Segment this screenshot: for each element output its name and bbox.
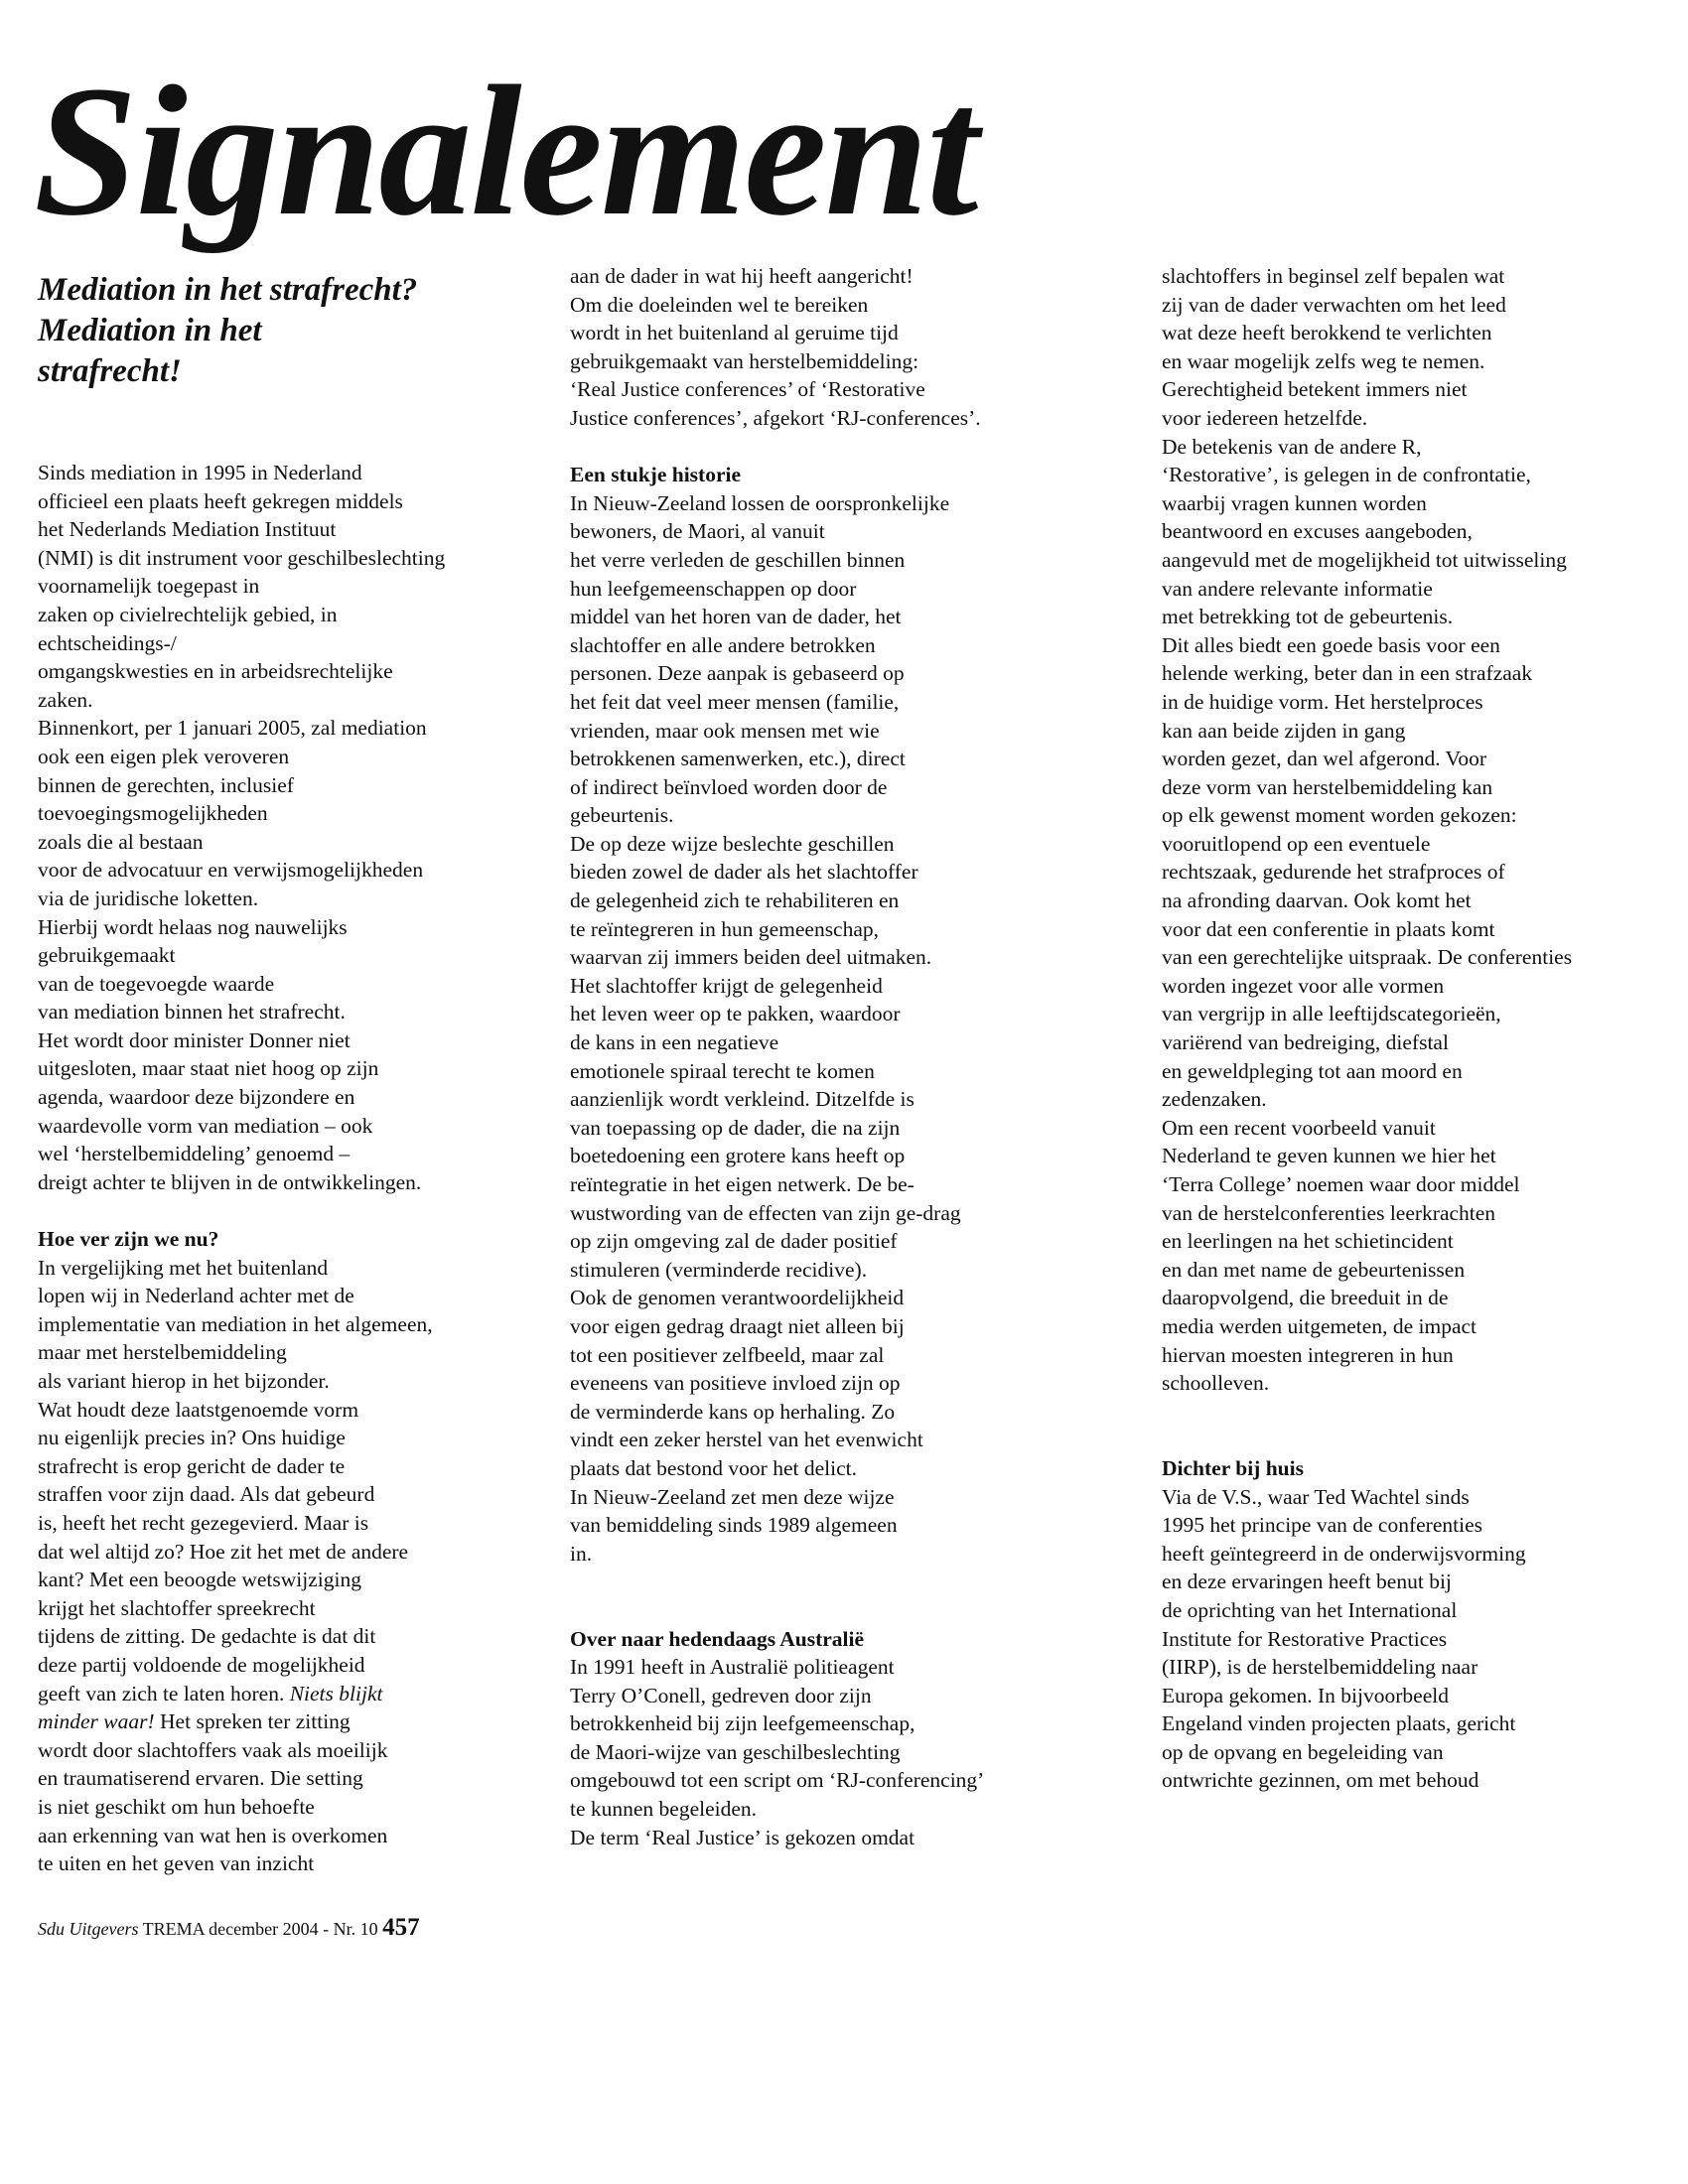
text-line: gebruikgemaakt van herstelbemiddeling: [570,348,919,373]
text-line: Binnenkort, per 1 januari 2005, zal mediation [38,716,427,741]
text-line: waarvan zij immers beiden deel uitmaken. [570,945,932,970]
text-line: uitgesloten, maar staat niet hoog op zijn [38,1056,379,1081]
text-line: zaken op civielrechtelijk gebied, in [38,602,338,626]
text-line: Dit alles biedt een goede basis voor een [1162,632,1500,657]
text-line: aan de dader in wat hij heeft aangericht! [570,264,914,288]
footer-issue: TREMA december 2004 - Nr. 10 [138,1919,383,1939]
text-line: van de herstelconferenties leerkrachten [1162,1200,1496,1225]
text-line: de oprichting van het International [1162,1597,1458,1622]
text-line: dat wel altijd zo? Hoe zit het met de andere [38,1539,409,1564]
text-run: geeft van zich te laten horen. [38,1681,290,1706]
page-footer [38,1914,420,1942]
text-line: Via de V.S., waar Ted Wachtel sinds [1162,1484,1470,1509]
text-line: personen. Deze aanpak is gebaseerd op [570,661,905,686]
text-line: slachtoffers in beginsel zelf bepalen wat [1162,264,1505,288]
text-line: van andere relevante informatie [1162,576,1433,601]
lead-line: Mediation in het strafrecht? [38,272,418,308]
text-line: boetedoening een grotere kans heeft op [570,1144,906,1168]
text-line: Hierbij wordt helaas nog nauwelijks [38,914,348,939]
text-line: worden gezet, dan wel afgerond. Voor [1162,747,1486,771]
section-heading: Over naar hedendaags Australië [570,1626,865,1651]
text-line: op de opvang en begeleiding van [1162,1739,1444,1764]
text-line: echtscheidings-/ [38,630,177,655]
text-line: binnen de gerechten, inclusief [38,772,294,797]
text-line: Nederland te geven kunnen we hier het [1162,1144,1496,1168]
text-line: of indirect beïnvloed worden door de [570,774,888,799]
text-line: waardevolle vorm van mediation – ook [38,1113,373,1138]
text-line: via de juridische loketten. [38,886,259,910]
text-line: hun leefgemeenschappen op door [570,576,857,601]
page-title: Signalement [34,47,977,254]
text-line: wel ‘herstelbemiddeling’ genoemd – [38,1142,351,1166]
text-line: agenda, waardoor deze bijzondere en [38,1085,355,1110]
text-line: aangevuld met de mogelijkheid tot uitwisseling [1162,547,1567,572]
text-column-3 [1162,262,1658,1795]
text-line: Engeland vinden projecten plaats, gericht [1162,1711,1516,1736]
text-line: van vergrijp in alle leeftijdscategorieën, [1162,1002,1501,1026]
text-line: tijdens de zitting. De gedachte is dat dit [38,1624,376,1649]
text-line: slachtoffer en alle andere betrokken [570,632,876,657]
text-line: reïntegratie in het eigen netwerk. De be- [570,1172,914,1196]
text-line: Het slachtoffer krijgt de gelegenheid [570,973,883,998]
text-line: stimuleren (verminderde recidive). [570,1257,868,1282]
paragraph-gap [570,1596,1106,1625]
text-line: media werden uitgemeten, de impact [1162,1313,1477,1338]
text-line: ook een eigen plek veroveren [38,744,290,768]
text-line: straffen voor zijn daad. Als dat gebeurd [38,1482,375,1507]
text-line: ontwrichte gezinnen, om met behoud [1162,1768,1479,1793]
text-line: op zijn omgeving zal de dader positief [570,1229,898,1254]
text-line: bewoners, de Maori, al vanuit [570,519,825,544]
text-line: deze vorm van herstelbemiddeling kan [1162,774,1493,799]
text-line: kan aan beide zijden in gang [1162,718,1406,743]
text-line: de gelegenheid zich te rehabiliteren en [570,888,900,913]
text-line: rechtszaak, gedurende het strafproces of [1162,860,1505,885]
text-line: bieden zowel de dader als het slachtoffer [570,860,918,885]
text-line: Europa gekomen. In bijvoorbeeld [1162,1683,1449,1707]
text-line: toevoegingsmogelijkheden [38,801,268,826]
text-line: zoals die al bestaan [38,829,204,854]
text-line: wordt in het buitenland al geruime tijd [570,321,899,345]
text-line: wordt door slachtoffers vaak als moeilijk [38,1737,388,1762]
text-line: voor iedereen hetzelfde. [1162,405,1368,430]
text-line: In 1991 heeft in Australië politieagent [570,1655,895,1680]
text-line: maar met herstelbemiddeling [38,1340,287,1365]
text-line: voor de advocatuur en verwijsmogelijkheden [38,858,424,883]
emphasis-text: Niets blijkt [289,1681,383,1706]
paragraph-gap [1162,1398,1658,1427]
text-line: eveneens van positieve invloed zijn op [570,1371,901,1396]
text-line: Terry O’Conell, gedreven door zijn [570,1683,872,1707]
text-line: in de huidige vorm. Het herstelproces [1162,689,1483,714]
text-line: (NMI) is dit instrument voor geschilbeslechting [38,545,446,570]
text-line: strafrecht is erop gericht de dader te [38,1453,346,1478]
text-line: De term ‘Real Justice’ is gekozen omdat [570,1825,915,1849]
text-line: In vergelijking met het buitenland [38,1255,329,1280]
text-line: de Maori-wijze van geschilbeslechting [570,1739,901,1764]
text-line: na afronding daarvan. Ook komt het [1162,888,1472,913]
text-line: als variant hierop in het bijzonder. [38,1369,330,1393]
text-line: van mediation binnen het strafrecht. [38,1000,346,1024]
text-line: zij van de dader verwachten om het leed [1162,292,1506,317]
text-line: en deze ervaringen heeft benut bij [1162,1570,1452,1594]
paragraph-gap [1162,1426,1658,1454]
text-line: de kans in een negatieve [570,1030,779,1055]
text-line: In Nieuw-Zeeland zet men deze wijze [570,1484,895,1509]
text-line: is niet geschikt om hun behoefte [38,1794,315,1819]
text-line: plaats dat bestond voor het delict. [570,1455,857,1480]
text-line: Sinds mediation in 1995 in Nederland [38,461,362,484]
text-line: gebeurtenis. [570,803,674,828]
text-line: nu eigenlijk precies in? Ons huidige [38,1426,346,1450]
text-line: te uiten en het geven van inzicht [38,1851,315,1876]
text-line: ‘Restorative’, is gelegen in de confrontatie, [1162,463,1531,487]
text-line: schoolleven. [1162,1371,1270,1396]
text-line: aanzienlijk wordt verkleind. Ditzelfde is [570,1087,914,1112]
text-line: wat deze heeft berokkend te verlichten [1162,321,1492,345]
text-line: tot een positiever zelfbeeld, maar zal [570,1342,885,1367]
text-line: worden ingezet voor alle vormen [1162,973,1445,998]
text-line: en geweldpleging tot aan moord en [1162,1058,1463,1083]
text-line: In Nieuw-Zeeland lossen de oorspronkelijke [570,490,950,515]
text-line: Het wordt door minister Donner niet [38,1027,351,1052]
paragraph-gap [38,1196,554,1225]
text-line: variërend van bedreiging, diefstal [1162,1030,1449,1055]
text-line: emotionele spiraal terecht te komen [570,1058,875,1083]
text-line: te reïntegreren in hun gemeenschap, [570,916,880,941]
text-line: van de toegevoegde waarde [38,971,275,996]
text-line: op elk gewenst moment worden gekozen: [1162,803,1517,828]
text-line: ‘Terra College’ noemen waar door middel [1162,1172,1520,1196]
text-line: van toepassing op de dader, die na zijn [570,1115,901,1140]
text-line: voor dat een conferentie in plaats komt [1162,916,1495,941]
text-line: heeft geïntegreerd in de onderwijsvorming [1162,1541,1526,1566]
text-line: het verre verleden de geschillen binnen [570,547,906,572]
text-line: Om die doeleinden wel te bereiken [570,292,869,317]
text-line: omgangskwesties en in arbeidsrechtelijke [38,659,393,684]
text-line: het Nederlands Mediation Instituut [38,517,337,542]
text-line: met betrekking tot de gebeurtenis. [1162,605,1454,629]
text-line: vindt een zeker herstel van het evenwicht [570,1428,923,1452]
text-line: zaken. [38,687,93,712]
text-line: Gerechtigheid betekent immers niet [1162,377,1468,402]
section-heading: Dichter bij huis [1162,1455,1304,1480]
text-line: betrokkenheid bij zijn leefgemeenschap, [570,1711,915,1736]
paragraph-gap [570,1568,1106,1596]
text-line: zedenzaken. [1162,1087,1267,1112]
text-line: hiervan moesten integreren in hun [1162,1342,1454,1367]
text-line: te kunnen begeleiden. [570,1797,758,1822]
text-line: beantwoord en excuses aangeboden, [1162,519,1473,544]
section-heading: Hoe ver zijn we nu? [38,1227,219,1252]
paragraph-gap [570,433,1106,462]
footer-publisher: Sdu Uitgevers [38,1919,139,1939]
text-line: krijgt het slachtoffer spreekrecht [38,1595,316,1620]
text-line: dreigt achter te blijven in de ontwikkelingen. [38,1169,422,1194]
text-line: voor eigen gedrag draagt niet alleen bij [570,1313,905,1338]
text-line: implementatie van mediation in het algemeen, [38,1311,433,1336]
text-line: middel van het horen van de dader, het [570,605,902,629]
text-line: deze partij voldoende de mogelijkheid [38,1652,365,1677]
text-column-2 [570,262,1106,1851]
text-line: omgebouwd tot een script om ‘RJ-conferencing’ [570,1768,985,1793]
text-line: en leerlingen na het schietincident [1162,1229,1454,1254]
text-line: en dan met name de gebeurtenissen [1162,1257,1466,1282]
text-line: is, heeft het recht gezegevierd. Maar is [38,1510,369,1535]
text-line: betrokkenen samenwerken, etc.), direct [570,747,906,771]
text-line: vrienden, maar ook mensen met wie [570,718,880,743]
text-line: vooruitlopend op een eventuele [1162,831,1431,856]
text-line: van een gerechtelijke uitspraak. De conferenties [1162,945,1573,970]
text-line: 1995 het principe van de conferenties [1162,1513,1482,1538]
section-heading: Een stukje historie [570,463,741,487]
text-line [38,1707,554,1736]
text-line: waarbij vragen kunnen worden [1162,490,1427,515]
text-line: helende werking, beter dan in een strafzaak [1162,661,1533,686]
text-line: wustwording van de effecten van zijn ge-drag [570,1200,961,1225]
page-number: 457 [382,1914,420,1941]
emphasis-text: minder waar! [38,1709,155,1734]
text-line: Ook de genomen verantwoordelijkheid [570,1286,905,1310]
text-line: van bemiddeling sinds 1989 algemeen [570,1513,898,1538]
text-line: gebruikgemaakt [38,943,176,968]
text-line: de verminderde kans op herhaling. Zo [570,1399,896,1424]
text-line [38,1680,554,1708]
text-line: ‘Real Justice conferences’ of ‘Restorative [570,377,925,402]
text-line: aan erkenning van wat hen is overkomen [38,1823,388,1847]
text-line: en traumatiserend ervaren. Die setting [38,1766,363,1791]
text-line: De betekenis van de andere R, [1162,434,1422,459]
text-line: De op deze wijze beslechte geschillen [570,831,895,856]
text-line: kant? Met een beoogde wetswijziging [38,1568,361,1592]
text-line: het feit dat veel meer mensen (familie, [570,689,900,714]
text-line: in. [570,1541,593,1566]
text-line: en waar mogelijk zelfs weg te nemen. [1162,348,1485,373]
text-line: lopen wij in Nederland achter met de [38,1284,354,1308]
text-line: Justice conferences’, afgekort ‘RJ-conferences’. [570,405,981,430]
text-run: Het spreken ter zitting [154,1709,351,1734]
lead-line: Mediation in het [38,313,262,348]
text-column-1 [38,459,554,1878]
lead-line: strafrecht! [38,353,182,389]
text-line: officieel een plaats heeft gekregen middels [38,488,403,513]
text-line: het leven weer op te pakken, waardoor [570,1002,901,1026]
text-line: voornamelijk toegepast in [38,574,260,599]
text-line: Institute for Restorative Practices [1162,1626,1448,1651]
text-line: Om een recent voorbeeld vanuit [1162,1115,1436,1140]
text-line: daaropvolgend, die breeduit in de [1162,1286,1449,1310]
text-line: (IIRP), is de herstelbemiddeling naar [1162,1655,1478,1680]
article-lead [38,270,554,392]
text-line: Wat houdt deze laatstgenoemde vorm [38,1397,359,1422]
